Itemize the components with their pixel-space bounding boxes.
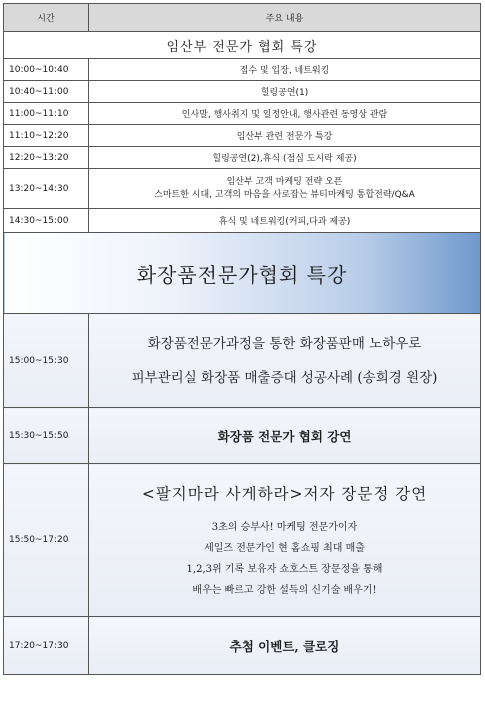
row-content: 화장품 전문가 협회 강연 <box>89 408 481 464</box>
row-content: 힐링공연(2),휴식 (점심 도시락 제공) <box>89 147 481 169</box>
table-row <box>4 617 481 675</box>
row-time: 10:00~10:40 <box>4 59 89 81</box>
part2-title-row <box>4 233 481 314</box>
schedule-table <box>3 3 481 675</box>
row-content: 추첨 이벤트, 클로징 <box>89 617 481 675</box>
row-content-line: 세일즈 전문가인 현 홈쇼핑 최대 매출 <box>204 543 365 554</box>
row-time: 12:20~13:20 <box>4 147 89 169</box>
part1-title: 임산부 전문가 협회 특강 <box>4 32 481 59</box>
row-time: 14:30~15:00 <box>4 209 89 233</box>
table-row <box>4 103 481 125</box>
row-content-line: 1,2,3위 기록 보유자 쇼호스트 장문정을 통해 <box>186 564 383 575</box>
table-row <box>4 209 481 233</box>
part2-title: 화장품전문가협회 특강 <box>4 233 481 314</box>
row-content: 접수 및 입장, 네트워킹 <box>89 59 481 81</box>
row-content: 인사말, 행사취지 및 일정안내, 행사관련 동영상 관람 <box>89 103 481 125</box>
row-content-line: 3초의 승부사! 마케팅 전문가이자 <box>211 522 358 533</box>
row-content <box>89 169 481 209</box>
row-time: 11:00~11:10 <box>4 103 89 125</box>
table-row <box>4 59 481 81</box>
lecture-title: <팔지마라 사게하라>저자 장문정 강연 <box>141 485 428 503</box>
row-content-line: 스마트한 시대, 고객의 마음을 사로잡는 뷰티마케팅 통합전략/Q&A <box>154 189 415 200</box>
row-time: 17:20~17:30 <box>4 617 89 675</box>
row-content: 휴식 및 네트워킹(커피,다과 제공) <box>89 209 481 233</box>
row-content: 임산부 관련 전문가 특강 <box>89 125 481 147</box>
table-header <box>4 4 481 32</box>
table-row <box>4 169 481 209</box>
row-time: 10:40~11:00 <box>4 81 89 103</box>
row-time: 13:20~14:30 <box>4 169 89 209</box>
table-row <box>4 464 481 617</box>
row-content-line: 화장품전문가과정을 통한 화장품판매 노하우로 <box>147 335 422 352</box>
header-content: 주요 내용 <box>89 4 481 32</box>
table-row <box>4 314 481 408</box>
row-time: 15:00~15:30 <box>4 314 89 408</box>
row-time: 15:30~15:50 <box>4 408 89 464</box>
row-content-line: 배우는 빠르고 강한 설득의 신기술 배우기! <box>192 585 377 596</box>
table-row <box>4 147 481 169</box>
row-content <box>89 314 481 408</box>
row-content-line: 피부관리실 화장품 매출증대 성공사례 (송희경 원장) <box>131 369 438 386</box>
row-time: 15:50~17:20 <box>4 464 89 617</box>
table-row <box>4 408 481 464</box>
row-time: 11:10~12:20 <box>4 125 89 147</box>
row-content: 힐링공연(1) <box>89 81 481 103</box>
header-time: 시간 <box>4 4 89 32</box>
row-content <box>89 464 481 617</box>
row-content-line: 임산부 고객 마케팅 전략 오픈 <box>226 176 343 187</box>
part1-title-row <box>4 32 481 59</box>
table-row <box>4 125 481 147</box>
table-row <box>4 81 481 103</box>
